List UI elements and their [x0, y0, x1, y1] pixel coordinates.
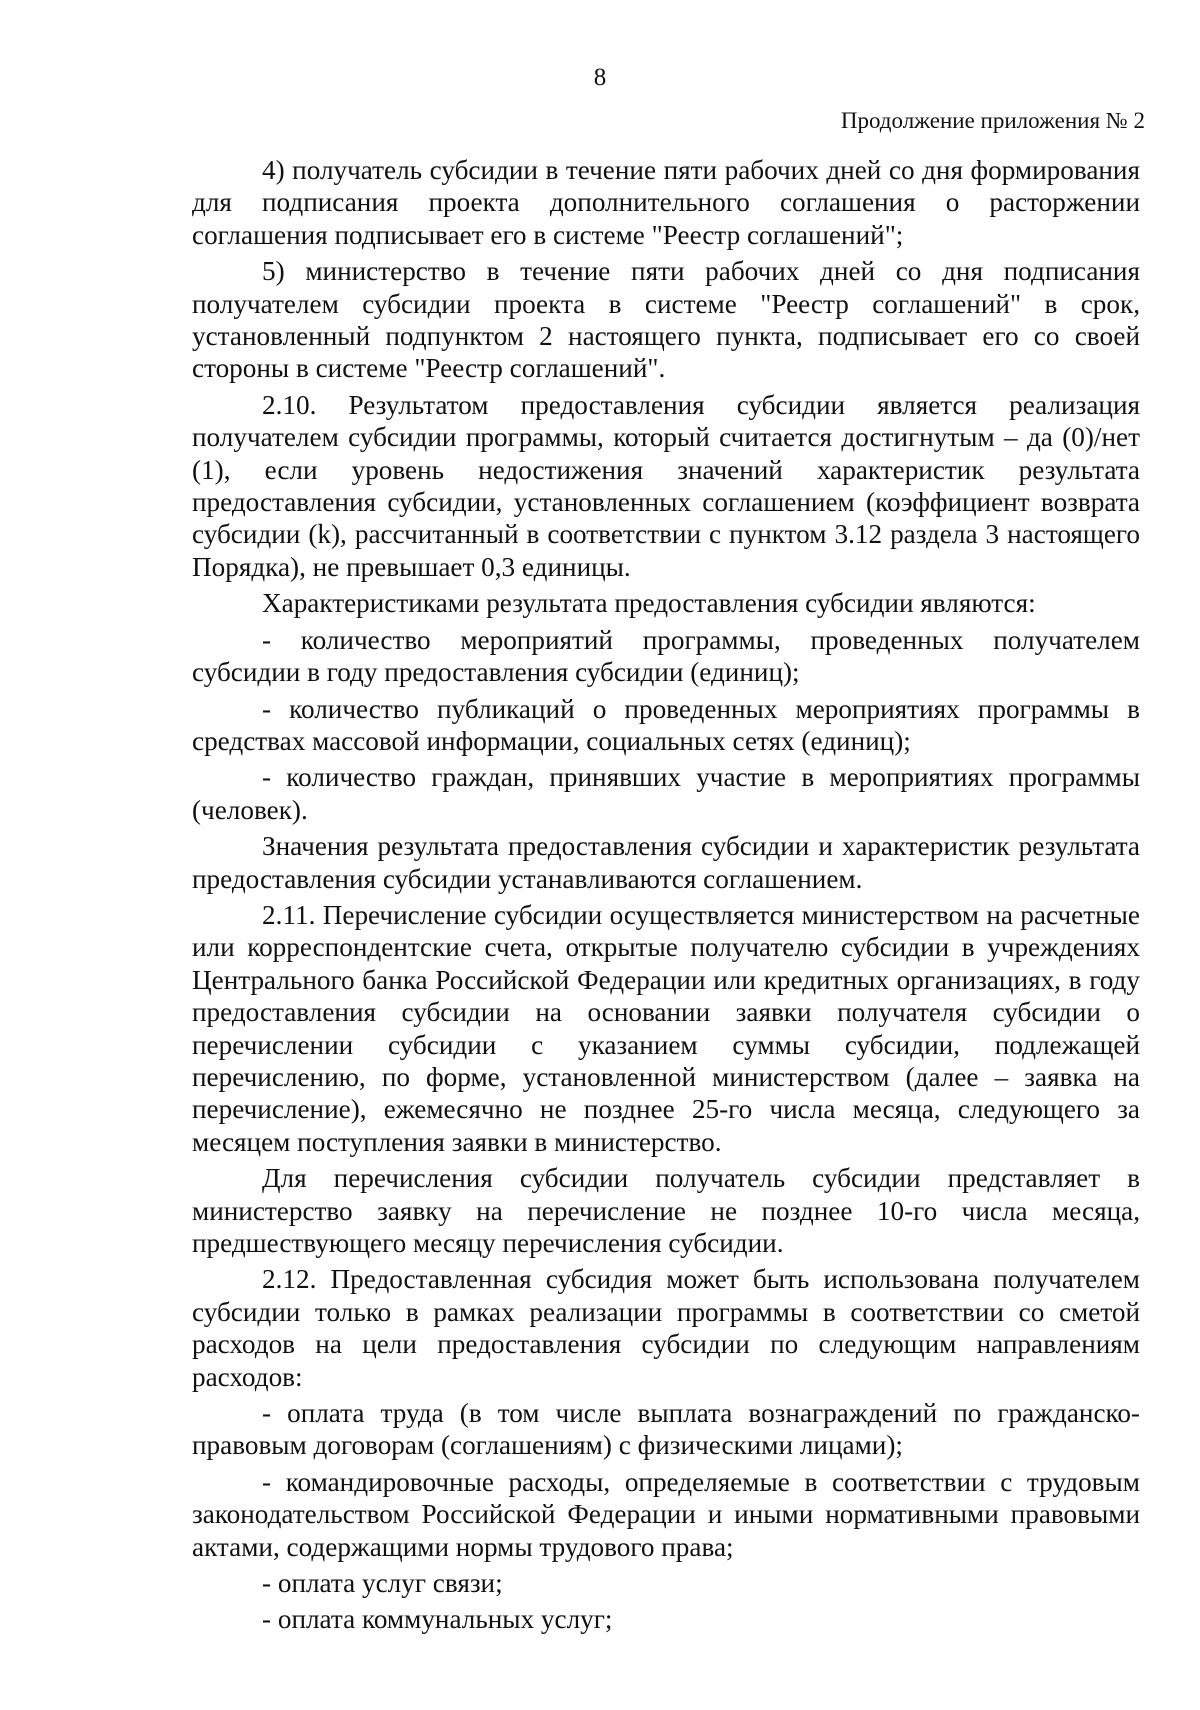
- document-body: [192, 154, 1140, 1640]
- list-item-utility-services: - оплата коммунальных услуг;: [262, 1604, 613, 1635]
- paragraph-transfer-request: Для перечисления субсидии получатель субсидии представляет в министерство заявку на перечисление не позднее 10-го числа месяца, предшествующего месяцу перечисления субсидии.: [192, 1163, 1140, 1258]
- list-item-travel-expenses: - командировочные расходы, определяемые в соответствии с трудовым законодательством Российской Федерации и иными нормативными правовыми актами, содержащими нормы трудового права;: [192, 1466, 1140, 1562]
- list-item-events-count: - количество мероприятий программы, проведенных получателем субсидии в году предоставления субсидии (единиц);: [192, 624, 1140, 688]
- appendix-continuation-note: Продолжение приложения № 2: [840, 108, 1145, 133]
- list-item-communication-services: - оплата услуг связи;: [262, 1568, 503, 1599]
- paragraph-2-12: 2.12. Предоставленная субсидия может быть использована получателем субсидии только в рамках реализации программы в соответствии со сметой расходов на цели предоставления субсидии по следующим направлениям расходов:: [192, 1264, 1140, 1392]
- list-item-publications-count: - количество публикаций о проведенных мероприятиях программы в средствах массовой информации, социальных сетях (единиц);: [192, 693, 1140, 756]
- list-item-participants-count: - количество граждан, принявших участие в мероприятиях программы (человек).: [192, 762, 1140, 825]
- paragraph-result-values: Значения результата предоставления субсидии и характеристик результата предоставления субсидии устанавливаются соглашением.: [192, 831, 1140, 894]
- paragraph-2-11: 2.11. Перечисление субсидии осуществляется министерством на расчетные или корреспондентские счета, открытые получателю субсидии в учреждениях Центрального банка Российской Федерации или кредитных организациях, в году предоставления субсидии на основании заявки получателя субсидии о перечислении субсидии с указанием суммы субсидии, подлежащей перечислению, по форме, установленной министерством (далее – заявка на перечисление), ежемесячно не позднее 25-го числа месяца, следующего за месяцем поступления заявки в министерство.: [192, 899, 1140, 1157]
- paragraph-2-10: 2.10. Результатом предоставления субсидии является реализация получателем субсидии программы, который считается достигнутым – да (0)/нет (1), если уровень недостижения значений характеристик результата предоставления субсидии, установленных соглашением (коэффициент возврата субсидии (k), рассчитанный в соответствии с пунктом 3.12 раздела 3 настоящего Порядка), не превышает 0,3 единицы.: [192, 389, 1140, 582]
- paragraph-characteristics-intro: Характеристиками результата предоставления субсидии являются:: [262, 588, 1036, 619]
- page-number: 8: [593, 64, 607, 91]
- paragraph-subitem-5: 5) министерство в течение пяти рабочих дней со дня подписания получателем субсидии проекта в системе "Реестр соглашений" в срок, установленный подпунктом 2 настоящего пункта, подписывает его со своей стороны в системе "Реестр соглашений".: [192, 256, 1140, 384]
- list-item-labor-payment: - оплата труда (в том числе выплата вознаграждений по гражданско-правовым договорам (соглашениям) с физическими лицами);: [192, 1398, 1140, 1461]
- paragraph-subitem-4: 4) получатель субсидии в течение пяти рабочих дней со дня формирования для подписания проекта дополнительного соглашения о расторжении соглашения подписывает его в системе "Реестр соглашений";: [192, 155, 1140, 250]
